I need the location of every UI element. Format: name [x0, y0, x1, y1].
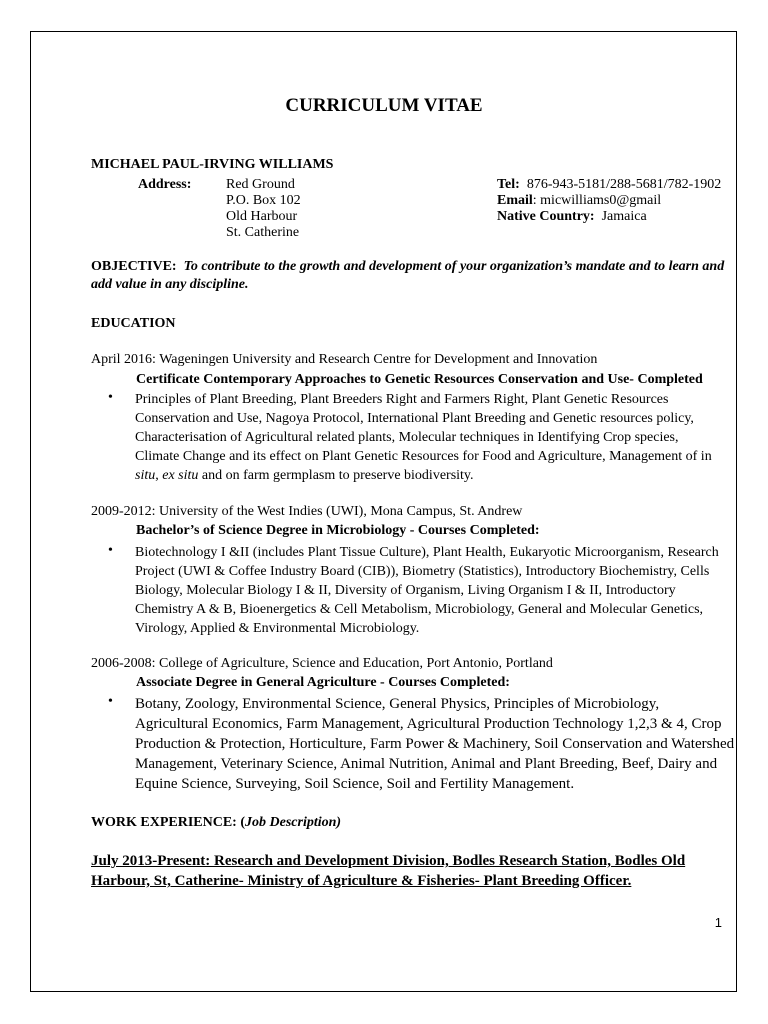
education-entry-1-courses	[135, 390, 725, 485]
education-heading: EDUCATION	[91, 316, 176, 331]
education-entry-1-subheading: Certificate Contemporary Approaches to Genetic Resources Conservation and Use- Completed	[136, 372, 703, 387]
bullet-icon: •	[108, 390, 113, 405]
tel-row	[497, 177, 721, 193]
education-entry-3-courses: Botany, Zoology, Environmental Science, General Physics, Principles of Microbiology, Agricultural Economics, Farm Management, Agricultural Production Technology 1,2,3 & 4, Crop Production & Protection, Horticulture, Farm Power & Machinery, Soil Conservation and Watershed Management, Veterinary Science, Animal Nutrition, Animal and Plant Breeding, Beef, Dairy and Equine Science, Surveying, Soil Science, Soil and Fertility Management.	[135, 696, 735, 792]
country-value: Jamaica	[601, 209, 647, 224]
document-title: CURRICULUM VITAE	[285, 95, 483, 116]
education-entry-2-courses: Biotechnology I &II (includes Plant Tissue Culture), Plant Health, Eukaryotic Microorganism, Research Project (UWI & Coffee Industry Board (CIB)), Biometry (Statistics), Introductory Biochemistry, Cells Biology, Molecular Biology I & II, Diversity of Organism, Living Organism I & II, Introductory Chemistry A & B, Bioenergetics & Cell Metabolism, Microbiology, General and Molecular Genetics, Virology, Applied & Environmental Microbiology.	[135, 545, 719, 636]
country-row	[497, 209, 647, 225]
courses-text: Principles of Plant Breeding, Plant Breeders Right and Farmers Right, Plant Genetic Resources Conservation and Use, Nagoya Protocol, International Plant Breeding and Genetic resources policy, Characterisation of Agricultural related plants, Molecular techniques in Identifying Crop species, Climate Change and its effect on Plant Genetic Resources for Food and Agriculture, Management of in	[135, 392, 712, 464]
page-number: 1	[714, 915, 722, 930]
education-entry-1-header: April 2016: Wageningen University and Research Centre for Development and Innovation	[91, 352, 598, 367]
work-heading-italic: Job Description)	[245, 815, 342, 830]
education-entry-2-header: 2009-2012: University of the West Indies (UWI), Mona Campus, St. Andrew	[91, 504, 523, 519]
courses-italic-1: situ	[135, 468, 156, 483]
address-line-3: Old Harbour	[226, 209, 298, 224]
email-value: : micwilliams0@gmail	[532, 193, 662, 208]
country-label: Native Country:	[497, 209, 595, 224]
objective-line-1	[91, 259, 724, 275]
work-heading-text: WORK EXPERIENCE: (	[91, 815, 246, 830]
courses-mid: ,	[155, 468, 163, 483]
education-entry-3-header: 2006-2008: College of Agriculture, Science and Education, Port Antonio, Portland	[91, 656, 553, 671]
bullet-icon: •	[108, 543, 113, 558]
work-entry-line-1: July 2013-Present: Research and Development Division, Bodles Research Station, Bodles Old	[91, 853, 686, 869]
tel-value: 876-943-5181/288-5681/782-1902	[526, 177, 722, 192]
applicant-name: MICHAEL PAUL-IRVING WILLIAMS	[91, 157, 334, 172]
email-row	[497, 193, 661, 209]
work-entry-line-2: Harbour, St, Catherine- Ministry of Agriculture & Fisheries- Plant Breeding Officer.	[91, 873, 632, 889]
work-heading	[91, 815, 341, 831]
courses-end: and on farm germplasm to preserve biodiversity.	[198, 468, 474, 483]
address-label: Address:	[138, 177, 192, 192]
education-entry-3-subheading: Associate Degree in General Agriculture - Courses Completed:	[136, 675, 510, 690]
objective-label: OBJECTIVE:	[91, 259, 177, 274]
objective-text-1: To contribute to the growth and development of your organization’s mandate and to learn and	[183, 259, 725, 274]
objective-line-2: add value in any discipline.	[91, 277, 249, 292]
tel-label: Tel:	[497, 177, 520, 192]
address-line-1: Red Ground	[226, 177, 295, 192]
bullet-icon: •	[108, 694, 113, 709]
address-line-2: P.O. Box 102	[226, 193, 301, 208]
courses-italic-2: ex situ	[162, 468, 199, 483]
email-label: Email	[497, 193, 533, 208]
education-entry-2-subheading: Bachelor’s of Science Degree in Microbiology - Courses Completed:	[136, 523, 540, 538]
address-line-4: St. Catherine	[226, 225, 300, 240]
